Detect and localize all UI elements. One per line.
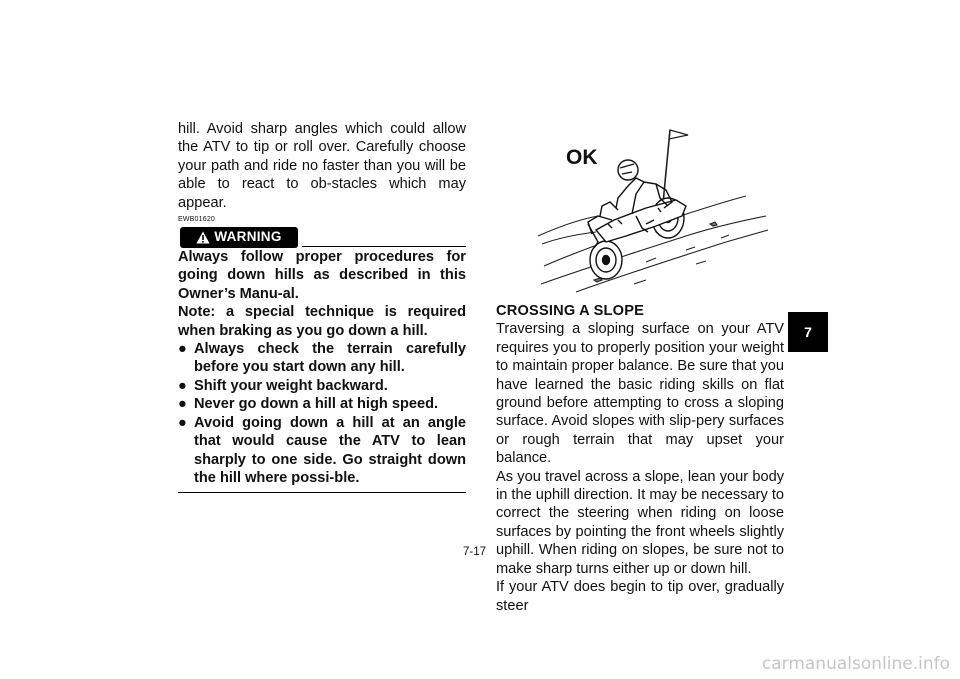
bullet-icon: ●: [178, 414, 187, 431]
chapter-tab: 7: [788, 312, 828, 352]
page-number: 7-17: [463, 546, 487, 558]
warning-end-rule: [178, 492, 466, 493]
atv-slope-illustration: [536, 124, 774, 298]
list-item: [178, 340, 466, 377]
section-heading: CROSSING A SLOPE: [496, 303, 645, 319]
warning-paragraph: Always follow proper procedures for going down hills as described in this Owner’s Manu-al.: [178, 249, 466, 302]
bullet-icon: ●: [178, 341, 187, 358]
list-item: [178, 395, 466, 413]
bullet-text: Never go down a hill at high speed.: [194, 396, 439, 413]
bullet-text: Shift your weight backward.: [194, 377, 388, 394]
body-paragraph: As you travel across a slope, lean your body in the uphill direction. It may be necessary to correct the steering when riding on loose surfaces by pointing the front wheels slightly uphill. When riding on slopes, be sure not to make sharp turns either up or down hill.: [496, 468, 784, 577]
warning-triangle-icon: [196, 231, 210, 244]
body-paragraph: Traversing a sloping surface on your ATV requires you to properly position your weight to maintain proper balance. Be sure that you have learned the basic riding skills on flat ground before attempting to cross a sloping surface. Avoid slopes with slip-pery surfaces or rough terrain that may upset your balance.: [496, 321, 784, 467]
right-column: [496, 302, 784, 615]
bullet-icon: ●: [178, 377, 187, 394]
watermark: carmanualsonline.info: [761, 654, 950, 674]
warning-note: Note: a special technique is required when braking as you go down a hill.: [178, 304, 466, 339]
intro-paragraph: hill. Avoid sharp angles which could allow the ATV to tip or roll over. Carefully choose your path and ride no faster than you will be able to react to ob-stacles which may appear.: [178, 121, 466, 211]
list-item: [178, 377, 466, 395]
ok-label: OK: [566, 146, 598, 169]
left-column: [178, 120, 466, 493]
warning-code: EWB01620: [178, 216, 216, 224]
body-paragraph: If your ATV does begin to tip over, gradually steer: [496, 579, 784, 614]
warning-header: [178, 226, 466, 248]
warning-rule: [302, 246, 466, 247]
list-item: [178, 414, 466, 488]
warning-badge: [180, 227, 298, 248]
bullet-text: Avoid going down a hill at an angle that would cause the ATV to lean sharply to one side. Go straight down the hill where possi-ble.: [194, 414, 466, 486]
bullet-icon: ●: [178, 396, 187, 413]
warning-label: WARNING: [214, 229, 282, 245]
warning-bullet-list: [178, 340, 466, 487]
warning-body: [178, 248, 466, 487]
atv-rider-icon: [588, 160, 686, 279]
bullet-text: Always check the terrain carefully before you start down any hill.: [194, 341, 466, 376]
